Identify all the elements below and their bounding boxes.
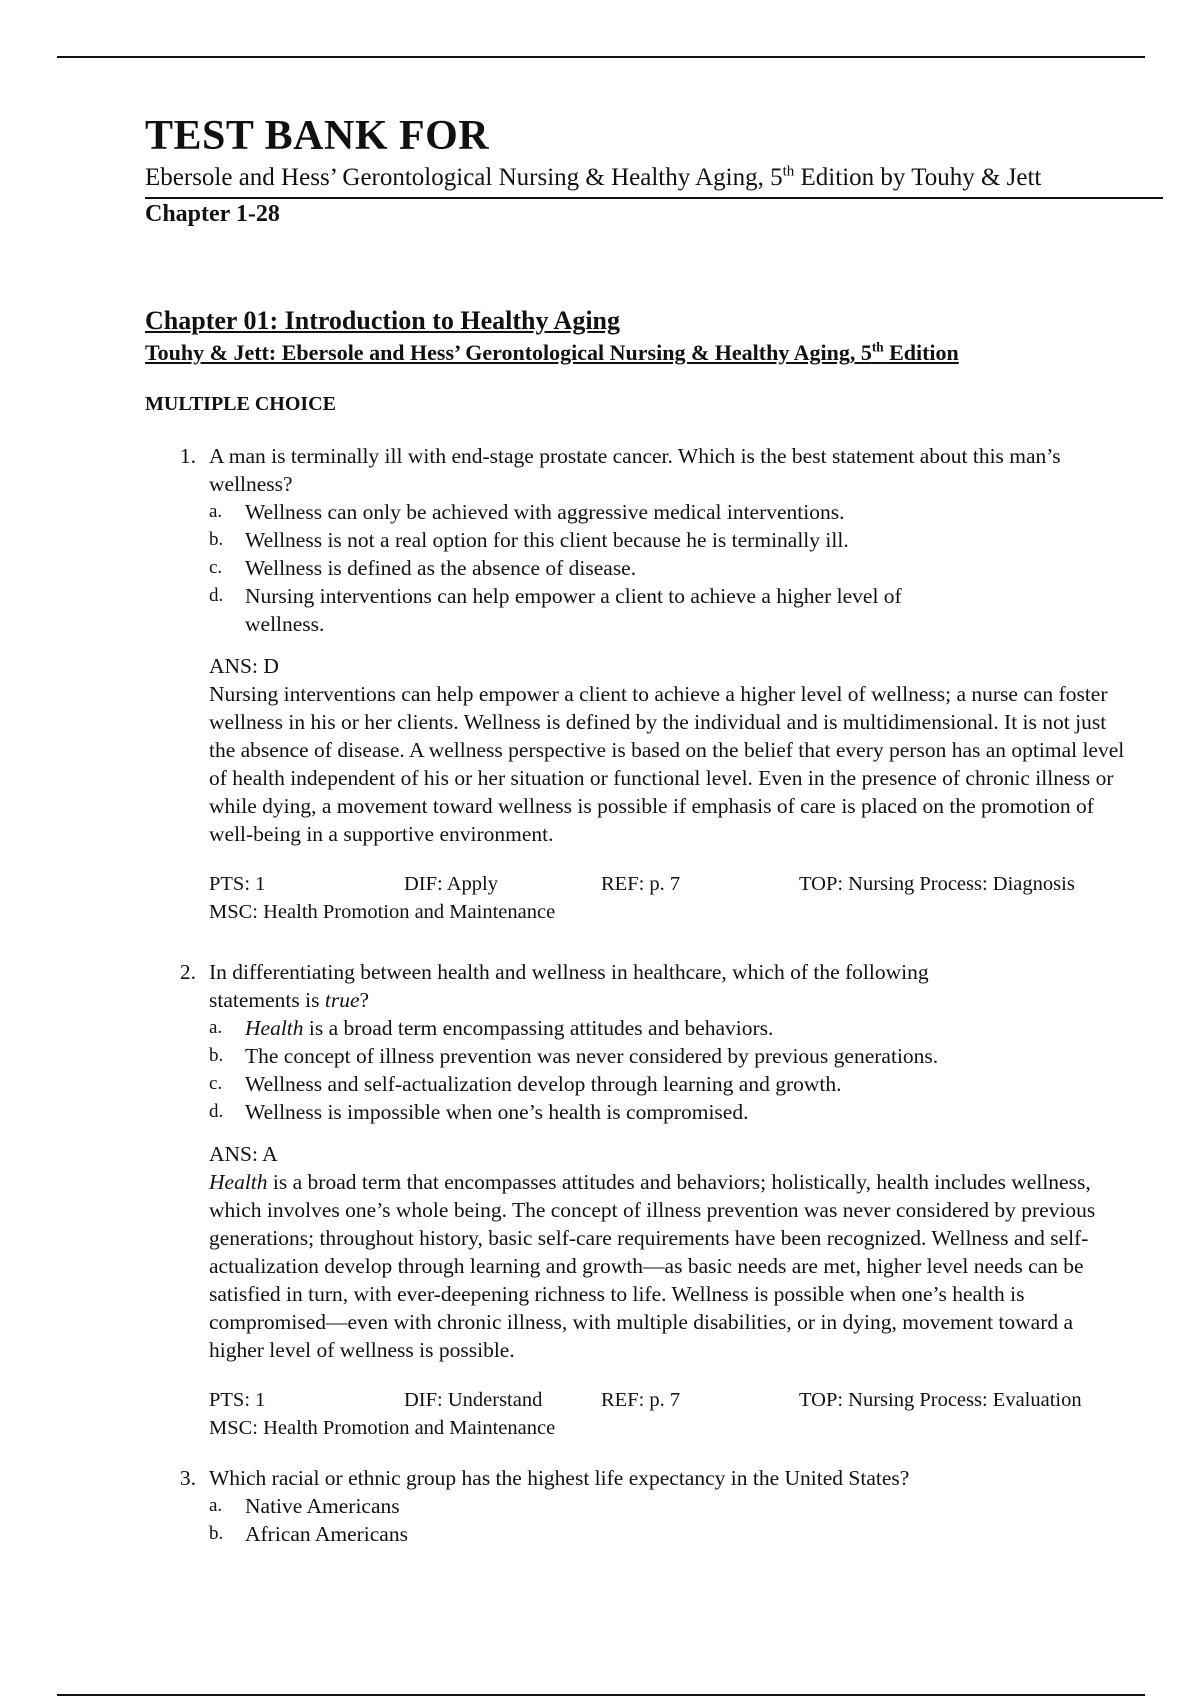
question-meta — [209, 870, 1130, 898]
answer: ANS: A — [209, 1142, 278, 1166]
reference: REF: p. 7 — [601, 1389, 681, 1411]
topic: TOP: Nursing Process: Evaluation — [799, 1389, 1082, 1411]
topic: TOP: Nursing Process: Diagnosis — [799, 873, 1075, 895]
points: PTS: 1 — [209, 873, 266, 895]
rationale: Health is a broad term that encompasses attitudes and behaviors; holistically, health includes wellness, which involves one’s whole being. The concept of illness prevention was never considered by previous generations; throughout history, basic self-care requirements have been recognized. Wellness and self-actualization develop through learning and growth—as basic needs are met, higher level needs can be satisfied in turn, with ever-deepening richness to life. Wellness is possible when one’s health is compromised—even with chronic illness, with multiple disabilities, or in dying, movement toward a higher level of wellness is possible. — [209, 1170, 1096, 1362]
question-number: 2. — [179, 960, 196, 984]
category: MSC: Health Promotion and Maintenance — [209, 901, 556, 923]
subtitle-rule — [145, 197, 1163, 199]
reference: REF: p. 7 — [601, 873, 681, 895]
option-c: c. Wellness and self-actualization develop through learning and growth. — [209, 1072, 842, 1096]
chapter-heading: Chapter 01: Introduction to Healthy Aging — [145, 306, 621, 335]
category: MSC: Health Promotion and Maintenance — [209, 1417, 556, 1439]
option-b: b. Wellness is not a real option for this client because he is terminally ill. — [209, 528, 849, 552]
question-3 — [170, 1464, 1130, 1548]
option-a: a. Wellness can only be achieved with aggressive medical interventions. — [209, 500, 845, 524]
option-d: d. Nursing interventions can help empower a client to achieve a higher level of wellness. — [209, 584, 902, 636]
question-meta — [209, 1386, 1130, 1414]
question-1 — [170, 442, 1130, 926]
chapter-range: Chapter 1-28 — [145, 201, 280, 227]
difficulty: DIF: Apply — [404, 873, 498, 895]
top-rule — [57, 56, 1145, 58]
option-d: d. Wellness is impossible when one’s health is compromised. — [209, 1100, 749, 1124]
bottom-rule — [57, 1694, 1145, 1696]
book-subtitle: Ebersole and Hess’ Gerontological Nursing & Healthy Aging, 5th Edition by Touhy & Jett — [145, 163, 1042, 191]
question-text: A man is terminally ill with end-stage prostate cancer. Which is the best statement about this man’s wellness? — [209, 444, 1061, 496]
section-label: MULTIPLE CHOICE — [145, 393, 336, 415]
option-a: a. Native Americans — [209, 1494, 400, 1518]
difficulty: DIF: Understand — [404, 1389, 543, 1411]
option-c: c. Wellness is defined as the absence of disease. — [209, 556, 637, 580]
question-number: 3. — [179, 1466, 196, 1490]
chapter-source: Touhy & Jett: Ebersole and Hess’ Gerontological Nursing & Healthy Aging, 5th Edition — [145, 339, 959, 365]
option-b: b. The concept of illness prevention was never considered by previous generations. — [209, 1044, 939, 1068]
question-text: In differentiating between health and wellness in healthcare, which of the following statements is true? — [209, 960, 929, 1012]
points: PTS: 1 — [209, 1389, 266, 1411]
option-a: a. Health is a broad term encompassing attitudes and behaviors. — [209, 1016, 774, 1040]
question-text: Which racial or ethnic group has the highest life expectancy in the United States? — [209, 1466, 910, 1490]
rationale: Nursing interventions can help empower a client to achieve a higher level of wellness; a nurse can foster wellness in his or her clients. Wellness is defined by the individual and is multidimensional. It is not just the absence of disease. A wellness perspective is based on the belief that every person has an optimal level of health independent of his or her situation or functional level. Even in the presence of chronic illness or while dying, a movement toward wellness is possible if emphasis of care is placed on the promotion of well-being in a supportive environment. — [209, 682, 1125, 846]
option-b: b. African Americans — [209, 1522, 408, 1546]
document-title: TEST BANK FOR — [145, 113, 490, 159]
answer: ANS: D — [209, 654, 279, 678]
question-number: 1. — [179, 444, 196, 468]
question-2 — [170, 958, 1130, 1442]
